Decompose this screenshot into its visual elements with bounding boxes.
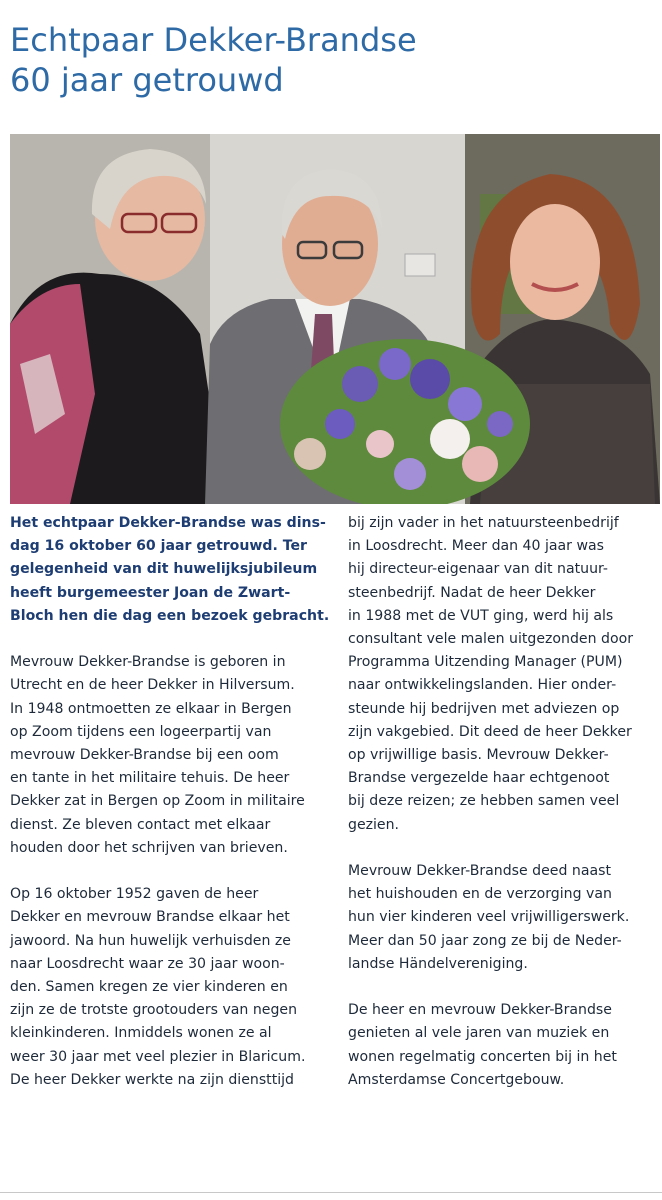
intro-paragraph bbox=[10, 512, 328, 628]
text-line: Utrecht en de heer Dekker in Hilversum. bbox=[10, 677, 295, 694]
text-line: genieten al vele jaren van muziek en bbox=[348, 1025, 610, 1042]
text-line: den. Samen kregen ze vier kinderen en bbox=[10, 979, 288, 996]
title-line: 60 jaar getrouwd bbox=[10, 61, 284, 99]
text-line: in 1988 met de VUT ging, werd hij als bbox=[348, 607, 614, 624]
text-line: De heer en mevrouw Dekker-Brandse bbox=[348, 1002, 612, 1019]
text-line: bij deze reizen; ze hebben samen veel bbox=[348, 793, 620, 810]
text-line: weer 30 jaar met veel plezier in Blaricum. bbox=[10, 1048, 306, 1065]
text-line: hun vier kinderen veel vrijwilligerswerk. bbox=[348, 909, 630, 926]
text-line: Bloch hen die dag een bezoek gebracht. bbox=[10, 607, 330, 624]
text-line: De heer Dekker werkte na zijn diensttijd bbox=[10, 1071, 295, 1088]
page-divider bbox=[0, 1192, 662, 1193]
text-line: Dekker zat in Bergen op Zoom in militaire bbox=[10, 793, 305, 810]
text-line: In 1948 ontmoetten ze elkaar in Bergen bbox=[10, 700, 292, 717]
text-line: hij directeur-eigenaar van dit natuur- bbox=[348, 561, 608, 578]
text-line: wonen regelmatig concerten bij in het bbox=[348, 1048, 617, 1065]
paragraph-5 bbox=[348, 999, 660, 1092]
text-line: Op 16 oktober 1952 gaven de heer bbox=[10, 886, 259, 903]
column-right bbox=[348, 512, 660, 1092]
text-line: naar Loosdrecht waar ze 30 jaar woon- bbox=[10, 955, 285, 972]
text-line: steenbedrijf. Nadat de heer Dekker bbox=[348, 584, 596, 601]
text-line: Mevrouw Dekker-Brandse deed naast bbox=[348, 863, 611, 880]
text-line: en tante in het militaire tehuis. De heer bbox=[10, 770, 290, 787]
text-line: bij zijn vader in het natuursteenbedrijf bbox=[348, 515, 619, 531]
text-line: steunde hij bedrijven met adviezen op bbox=[348, 700, 620, 717]
text-line: dag 16 oktober 60 jaar getrouwd. Ter bbox=[10, 538, 307, 555]
text-line: zijn ze de trotste grootouders van negen bbox=[10, 1002, 298, 1019]
text-line: kleinkinderen. Inmiddels wonen ze al bbox=[10, 1025, 272, 1042]
text-line: jawoord. Na hun huwelijk verhuisden ze bbox=[10, 932, 291, 949]
text-line: heeft burgemeester Joan de Zwart- bbox=[10, 584, 291, 601]
paragraph-4 bbox=[348, 860, 660, 976]
text-line: Mevrouw Dekker-Brandse is geboren in bbox=[10, 654, 286, 671]
text-line: consultant vele malen uitgezonden door bbox=[348, 631, 633, 648]
text-line: op vrijwillige basis. Mevrouw Dekker- bbox=[348, 747, 609, 764]
article-title bbox=[10, 20, 650, 100]
text-line: Het echtpaar Dekker-Brandse was dins- bbox=[10, 515, 326, 531]
text-line: dienst. Ze bleven contact met elkaar bbox=[10, 816, 271, 833]
text-line: gelegenheid van dit huwelijksjubileum bbox=[10, 561, 318, 578]
paragraph-3 bbox=[348, 512, 660, 837]
text-line: Dekker en mevrouw Brandse elkaar het bbox=[10, 909, 290, 926]
paragraph-1 bbox=[10, 651, 328, 860]
text-line: naar ontwikkelingslanden. Hier onder- bbox=[348, 677, 617, 694]
text-line: houden door het schrijven van brieven. bbox=[10, 839, 288, 856]
title-line: Echtpaar Dekker-Brandse bbox=[10, 21, 417, 59]
text-line: op Zoom tijdens een logeerpartij van bbox=[10, 723, 272, 740]
text-line: gezien. bbox=[348, 816, 400, 833]
column-left bbox=[10, 512, 328, 1092]
text-line: in Loosdrecht. Meer dan 40 jaar was bbox=[348, 538, 604, 555]
text-line: zijn vakgebied. Dit deed de heer Dekker bbox=[348, 723, 632, 740]
text-line: Meer dan 50 jaar zong ze bij de Neder- bbox=[348, 932, 622, 949]
text-line: het huishouden en de verzorging van bbox=[348, 886, 612, 903]
text-line: landse Händelvereniging. bbox=[348, 955, 528, 972]
article-photo bbox=[10, 134, 660, 504]
text-line: Brandse vergezelde haar echtgenoot bbox=[348, 770, 610, 787]
text-line: Amsterdamse Concertgebouw. bbox=[348, 1071, 565, 1088]
paragraph-2 bbox=[10, 883, 328, 1092]
text-line: Programma Uitzending Manager (PUM) bbox=[348, 654, 623, 671]
text-line: mevrouw Dekker-Brandse bij een oom bbox=[10, 747, 279, 764]
